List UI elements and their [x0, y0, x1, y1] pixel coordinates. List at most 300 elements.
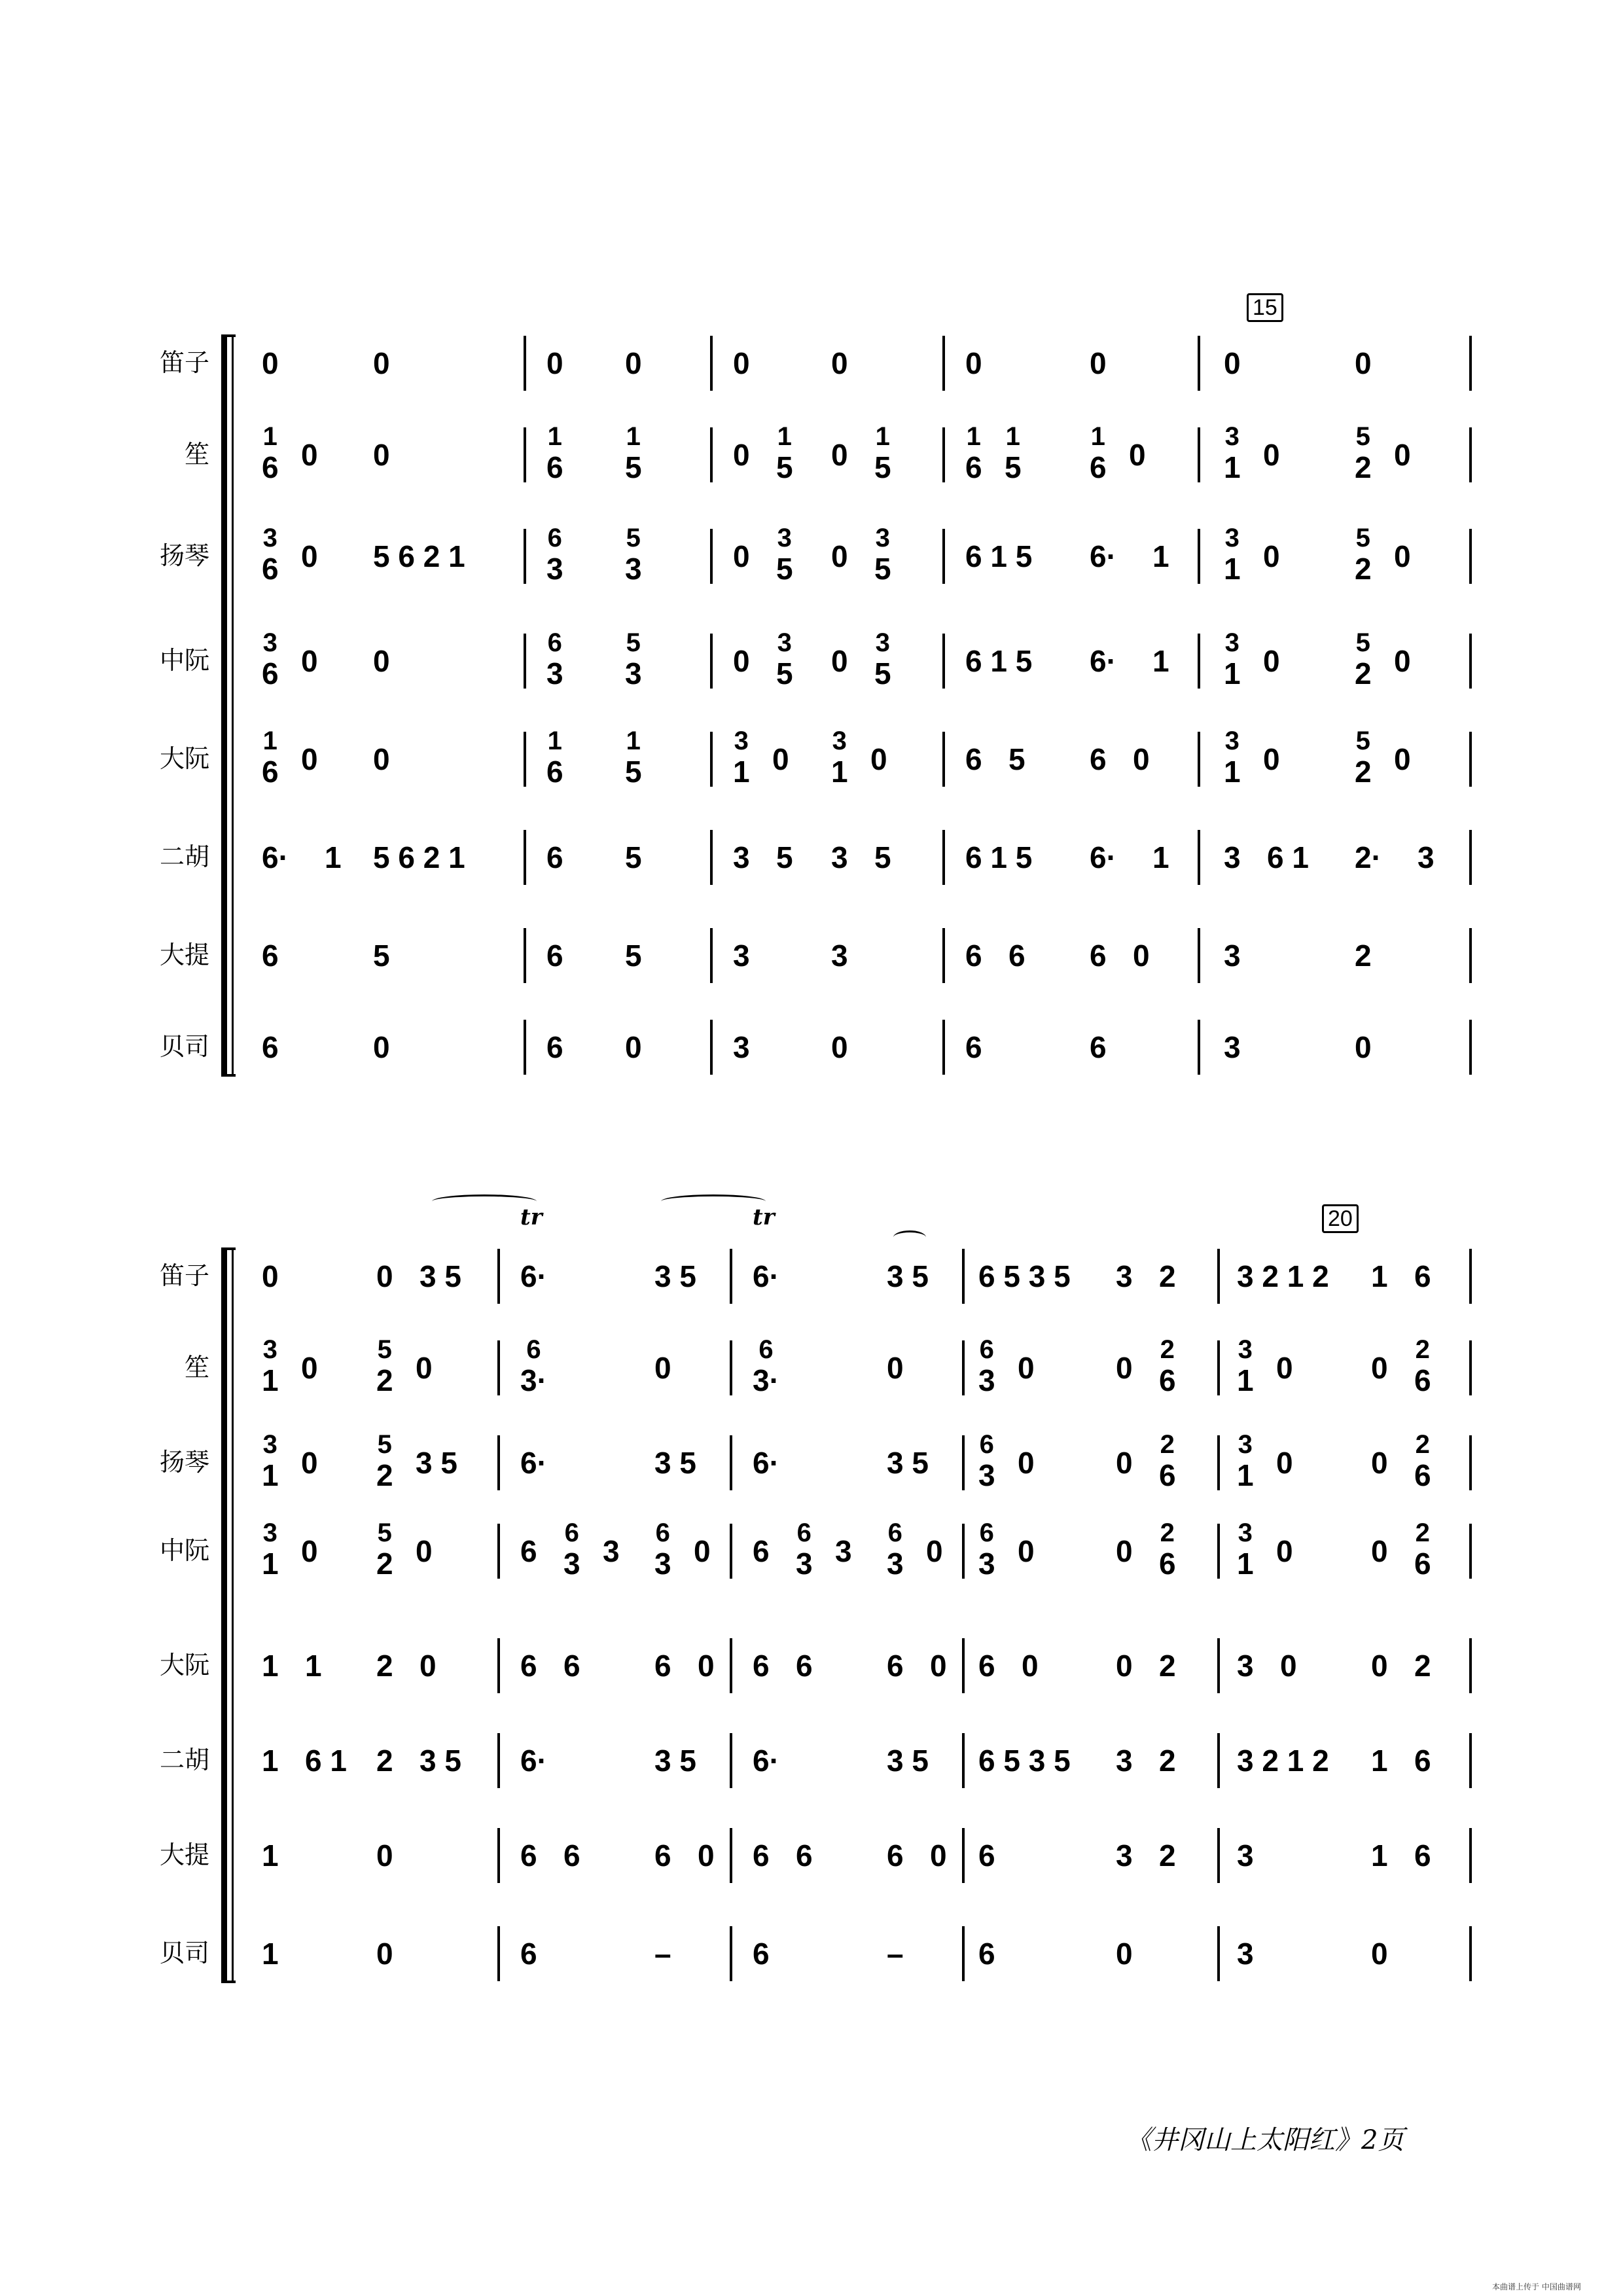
note: 6: [262, 939, 279, 973]
chord-lower: 6: [262, 656, 279, 691]
instrument-label: 扬琴: [159, 1448, 209, 1477]
chord-lower: 6: [546, 450, 563, 484]
barline: [942, 1020, 945, 1075]
barline: [524, 427, 526, 482]
note: 6: [978, 1937, 995, 1971]
note: 6·: [1090, 840, 1116, 874]
chord-note: [776, 525, 793, 584]
chord-note: [262, 630, 279, 689]
barline: [942, 634, 945, 689]
note: 6: [654, 1839, 671, 1873]
rehearsal-mark: 15: [1247, 293, 1283, 322]
note: 3: [1116, 1744, 1133, 1778]
barline: [942, 928, 945, 983]
note: 3: [1116, 1259, 1133, 1293]
note: 0: [926, 1534, 943, 1568]
chord-note: [1414, 1520, 1431, 1579]
chord-note: [831, 728, 848, 787]
chord-lower: 3·: [753, 1363, 779, 1397]
barline: [524, 1020, 526, 1075]
chord-lower: 6: [262, 755, 279, 789]
note: 0: [1116, 1937, 1133, 1971]
chord-lower: 6: [1159, 1458, 1176, 1492]
barline: [1198, 830, 1200, 885]
note: 6: [546, 939, 563, 973]
chord-upper: 2: [1160, 1518, 1175, 1547]
chord-note: [625, 525, 642, 584]
chord-note: [376, 1431, 393, 1490]
chord-upper: 3: [1224, 422, 1240, 451]
chord-lower: 5: [776, 450, 793, 484]
note: 2: [376, 1649, 393, 1683]
chord-lower: 3: [978, 1547, 995, 1581]
chord-upper: 6: [547, 628, 562, 657]
chord-upper: 3: [262, 1335, 277, 1364]
chord-note: [1224, 423, 1241, 482]
note: 5: [625, 840, 642, 874]
chord-lower: 6: [262, 552, 279, 586]
chord-lower: 6: [1159, 1363, 1176, 1397]
chord-upper: 5: [626, 524, 641, 552]
note: 0: [262, 1259, 279, 1293]
note: 6: [654, 1649, 671, 1683]
chord-lower: 1: [831, 755, 848, 789]
chord-note: [1237, 1336, 1254, 1395]
note: 0: [698, 1649, 715, 1683]
note: 6 1: [1267, 840, 1309, 874]
chord-note: [776, 423, 793, 482]
note: 0: [1116, 1534, 1133, 1568]
note: 6: [1090, 939, 1107, 973]
note: 6: [796, 1839, 813, 1873]
chord-lower: 1: [1224, 450, 1241, 484]
note: 0: [301, 1534, 318, 1568]
barline: [524, 928, 526, 983]
barline: [942, 427, 945, 482]
barline: [730, 1435, 732, 1490]
slur: [893, 1230, 926, 1244]
note: 0: [1394, 539, 1411, 573]
barline: [730, 1638, 732, 1693]
chord-upper: 3: [262, 524, 277, 552]
note: 0: [1133, 939, 1150, 973]
chord-upper: 3: [832, 726, 847, 755]
note: 2·: [1355, 840, 1382, 874]
note: 6: [520, 1534, 537, 1568]
barline: [1469, 634, 1472, 689]
barline: [962, 1926, 965, 1981]
note: 0: [698, 1839, 715, 1873]
note: 0: [1394, 644, 1411, 678]
barline: [730, 1524, 732, 1579]
note: 0: [262, 346, 279, 380]
chord-lower: 3: [796, 1547, 813, 1581]
barline: [730, 1340, 732, 1395]
note: 5: [874, 840, 891, 874]
note: 2: [1159, 1744, 1176, 1778]
note: 0: [376, 1839, 393, 1873]
note: 3: [1418, 840, 1435, 874]
note: 0: [625, 1030, 642, 1064]
chord-lower: 5: [874, 656, 891, 691]
note: 0: [965, 346, 982, 380]
barline: [942, 529, 945, 584]
barline: [710, 336, 713, 391]
note: 3 5: [654, 1259, 696, 1293]
note: 1: [1371, 1744, 1388, 1778]
barline: [1469, 732, 1472, 787]
chord-lower: 2: [1355, 755, 1372, 789]
chord-note: [1224, 525, 1241, 584]
chord-lower: 2: [1355, 552, 1372, 586]
note: 0: [1116, 1351, 1133, 1385]
chord-upper: 6: [655, 1518, 670, 1547]
note: 0: [376, 1937, 393, 1971]
barline: [1469, 1020, 1472, 1075]
chord-lower: 6: [546, 755, 563, 789]
note: 6 1 5: [965, 539, 1033, 573]
chord-upper: 3: [262, 1430, 277, 1459]
note: 0: [1371, 1649, 1388, 1683]
note: 6·: [520, 1744, 547, 1778]
chord-note: [1414, 1431, 1431, 1490]
barline: [710, 928, 713, 983]
chord-lower: 3: [887, 1547, 904, 1581]
barline: [497, 1340, 500, 1395]
note: 0: [1116, 1446, 1133, 1480]
note: 6: [1414, 1839, 1431, 1873]
chord-upper: 1: [875, 422, 890, 451]
barline: [962, 1638, 965, 1693]
barline: [1469, 928, 1472, 983]
barline: [730, 1828, 732, 1883]
chord-note: [1159, 1520, 1176, 1579]
chord-upper: 1: [262, 422, 277, 451]
chord-note: [1224, 728, 1241, 787]
note: 6·: [520, 1446, 547, 1480]
chord-upper: 6: [979, 1518, 994, 1547]
chord-upper: 3: [777, 524, 792, 552]
chord-note: [776, 630, 793, 689]
note: 3 5: [419, 1259, 461, 1293]
barline: [1198, 732, 1200, 787]
note: 0: [376, 1259, 393, 1293]
note: 0: [301, 644, 318, 678]
note: 3: [733, 840, 750, 874]
barline: [497, 1926, 500, 1981]
chord-upper: 1: [262, 726, 277, 755]
chord-note: [376, 1336, 393, 1395]
instrument-label: 贝司: [159, 1939, 209, 1967]
instrument-label: 大阮: [159, 744, 209, 773]
chord-note: [874, 423, 891, 482]
barline: [1469, 830, 1472, 885]
chord-note: [1355, 525, 1372, 584]
note: 0: [1263, 438, 1280, 472]
note: 6: [753, 1937, 770, 1971]
chord-upper: 6: [887, 1518, 902, 1547]
note: 0: [1018, 1351, 1035, 1385]
note: 0: [301, 539, 318, 573]
chord-note: [1090, 423, 1107, 482]
note: 0: [373, 438, 390, 472]
barline: [1469, 1926, 1472, 1981]
barline: [1469, 1638, 1472, 1693]
chord-upper: 1: [626, 422, 641, 451]
chord-lower: 1: [733, 755, 750, 789]
chord-lower: 3: [546, 552, 563, 586]
note: 3 5: [887, 1259, 929, 1293]
note: 6 5 3 5: [978, 1259, 1071, 1293]
chord-upper: 6: [796, 1518, 812, 1547]
note: 6: [1414, 1744, 1431, 1778]
note: 3: [1224, 840, 1241, 874]
barline: [1198, 1020, 1200, 1075]
slur: [661, 1194, 766, 1208]
chord-lower: 5: [776, 552, 793, 586]
chord-lower: 3·: [520, 1363, 547, 1397]
barline: [1217, 1926, 1220, 1981]
chord-note: [654, 1520, 671, 1579]
chord-upper: 1: [547, 422, 562, 451]
chord-lower: 1: [1237, 1547, 1254, 1581]
chord-lower: 5: [874, 552, 891, 586]
note: 0: [887, 1351, 904, 1385]
instrument-label: 大提: [159, 1840, 209, 1869]
chord-lower: 6: [1414, 1458, 1431, 1492]
barline: [1217, 1340, 1220, 1395]
chord-lower: 5: [625, 755, 642, 789]
chord-note: [546, 423, 563, 482]
chord-note: [1414, 1336, 1431, 1395]
note: 3: [1237, 1937, 1254, 1971]
barline: [1217, 1435, 1220, 1490]
barline: [962, 1524, 965, 1579]
chord-note: [965, 423, 982, 482]
note: 3 2 1 2: [1237, 1744, 1329, 1778]
chord-upper: 1: [777, 422, 792, 451]
note: 6: [978, 1839, 995, 1873]
chord-upper: 3: [1238, 1335, 1253, 1364]
note: 6: [753, 1649, 770, 1683]
chord-lower: 1: [262, 1458, 279, 1492]
chord-upper: 3: [262, 628, 277, 657]
rehearsal-mark: 20: [1322, 1204, 1359, 1233]
note: 3 5: [654, 1446, 696, 1480]
note: 3: [603, 1534, 620, 1568]
note: 1: [262, 1937, 279, 1971]
chord-upper: 3: [875, 524, 890, 552]
note: 3: [1237, 1649, 1254, 1683]
note: 3 2 1 2: [1237, 1259, 1329, 1293]
note: 6: [520, 1839, 537, 1873]
barline: [1469, 427, 1472, 482]
barline: [497, 1828, 500, 1883]
note: 0: [419, 1649, 437, 1683]
chord-lower: 5: [874, 450, 891, 484]
barline: [710, 732, 713, 787]
chord-note: [520, 1336, 547, 1395]
note: 0: [870, 742, 887, 776]
barline: [710, 830, 713, 885]
instrument-label: 二胡: [159, 1746, 209, 1774]
note: 6 1: [305, 1744, 347, 1778]
note: 3: [831, 939, 848, 973]
note: 5: [1008, 742, 1026, 776]
instrument-label: 笛子: [159, 348, 209, 377]
note: 6·: [753, 1259, 779, 1293]
note: 6: [1090, 1030, 1107, 1064]
note: 6: [753, 1534, 770, 1568]
note: 3: [733, 1030, 750, 1064]
barline: [1469, 1828, 1472, 1883]
chord-upper: 2: [1160, 1430, 1175, 1459]
note: 6·: [753, 1446, 779, 1480]
note: 2: [1159, 1839, 1176, 1873]
chord-upper: 2: [1415, 1430, 1430, 1459]
chord-lower: 2: [1355, 450, 1372, 484]
chord-note: [376, 1520, 393, 1579]
barline: [942, 336, 945, 391]
chord-upper: 5: [377, 1518, 392, 1547]
note: 0: [1371, 1937, 1388, 1971]
chord-lower: 1: [1224, 552, 1241, 586]
note: 6·: [1090, 539, 1116, 573]
instrument-label: 中阮: [159, 646, 209, 675]
chord-lower: 1: [1237, 1363, 1254, 1397]
barline: [1198, 336, 1200, 391]
chord-note: [262, 1431, 279, 1490]
page-footer: 《井冈山上太阳红》2页: [1126, 2125, 1404, 2155]
barline: [497, 1249, 500, 1304]
chord-upper: 5: [1355, 524, 1370, 552]
instrument-label: 笙: [184, 440, 209, 469]
instrument-label: 笙: [184, 1353, 209, 1382]
chord-upper: 5: [1355, 422, 1370, 451]
note: 6: [887, 1649, 904, 1683]
note: 6 1 5: [965, 840, 1033, 874]
note: 0: [301, 1351, 318, 1385]
note: 6: [887, 1839, 904, 1873]
chord-note: [1355, 728, 1372, 787]
note: 6: [965, 1030, 982, 1064]
chord-upper: 3: [734, 726, 749, 755]
instrument-label: 扬琴: [159, 541, 209, 570]
chord-upper: 1: [966, 422, 981, 451]
barline: [497, 1733, 500, 1788]
note: 5 6 2 1: [373, 840, 465, 874]
note: 0: [373, 742, 390, 776]
chord-lower: 2: [376, 1363, 393, 1397]
note: 0: [1224, 346, 1241, 380]
barline: [524, 634, 526, 689]
chord-lower: 3: [978, 1458, 995, 1492]
barline: [1217, 1828, 1220, 1883]
chord-note: [546, 728, 563, 787]
note: 6: [563, 1839, 580, 1873]
chord-note: [262, 1336, 279, 1395]
note: 2: [1414, 1649, 1431, 1683]
note: 3: [1224, 939, 1241, 973]
note: –: [887, 1937, 904, 1971]
note: 0: [733, 346, 750, 380]
chord-upper: 6: [758, 1335, 774, 1364]
barline: [730, 1926, 732, 1981]
chord-upper: 3: [1238, 1430, 1253, 1459]
note: 0: [1018, 1534, 1035, 1568]
note: 0: [1394, 438, 1411, 472]
note: 0: [1394, 742, 1411, 776]
note: 3: [831, 840, 848, 874]
note: 0: [1276, 1534, 1293, 1568]
barline: [1217, 1638, 1220, 1693]
note: 6: [978, 1649, 995, 1683]
note: 0: [301, 438, 318, 472]
note: 1: [1152, 539, 1169, 573]
chord-note: [546, 525, 563, 584]
barline: [1198, 529, 1200, 584]
chord-upper: 3: [777, 628, 792, 657]
note: 0: [733, 644, 750, 678]
note: 6: [563, 1649, 580, 1683]
chord-lower: 6: [1090, 450, 1107, 484]
chord-note: [874, 525, 891, 584]
chord-lower: 5: [1005, 450, 1022, 484]
note: 0: [1018, 1446, 1035, 1480]
barline: [1217, 1249, 1220, 1304]
chord-lower: 1: [1224, 656, 1241, 691]
chord-note: [262, 1520, 279, 1579]
chord-note: [625, 423, 642, 482]
barline: [1469, 1249, 1472, 1304]
upload-stamp: 本曲谱上传于 中国曲谱网: [1492, 2282, 1581, 2291]
chord-upper: 3: [875, 628, 890, 657]
chord-lower: 3: [563, 1547, 580, 1581]
note: 6·: [262, 840, 289, 874]
chord-upper: 6: [979, 1430, 994, 1459]
system-bracket: [221, 1250, 227, 1983]
note: 6·: [1090, 644, 1116, 678]
chord-upper: 1: [626, 726, 641, 755]
chord-note: [625, 728, 642, 787]
note: 0: [1280, 1649, 1297, 1683]
barline: [962, 1733, 965, 1788]
note: 0: [1090, 346, 1107, 380]
chord-lower: 6: [262, 450, 279, 484]
chord-note: [262, 525, 279, 584]
note: 3 5: [419, 1744, 461, 1778]
instrument-label: 中阮: [159, 1536, 209, 1565]
note: 6: [965, 742, 982, 776]
chord-upper: 1: [1090, 422, 1105, 451]
note: 0: [1263, 644, 1280, 678]
note: 0: [301, 1446, 318, 1480]
note: 0: [373, 346, 390, 380]
chord-lower: 3: [625, 552, 642, 586]
chord-note: [262, 728, 279, 787]
note: 3: [1116, 1839, 1133, 1873]
chord-note: [1355, 423, 1372, 482]
chord-lower: 1: [1224, 755, 1241, 789]
chord-note: [887, 1520, 904, 1579]
chord-lower: 3: [654, 1547, 671, 1581]
chord-upper: 3: [262, 1518, 277, 1547]
chord-lower: 2: [376, 1547, 393, 1581]
chord-note: [753, 1336, 779, 1395]
chord-note: [563, 1520, 580, 1579]
chord-note: [1159, 1431, 1176, 1490]
note: 0: [654, 1351, 671, 1385]
